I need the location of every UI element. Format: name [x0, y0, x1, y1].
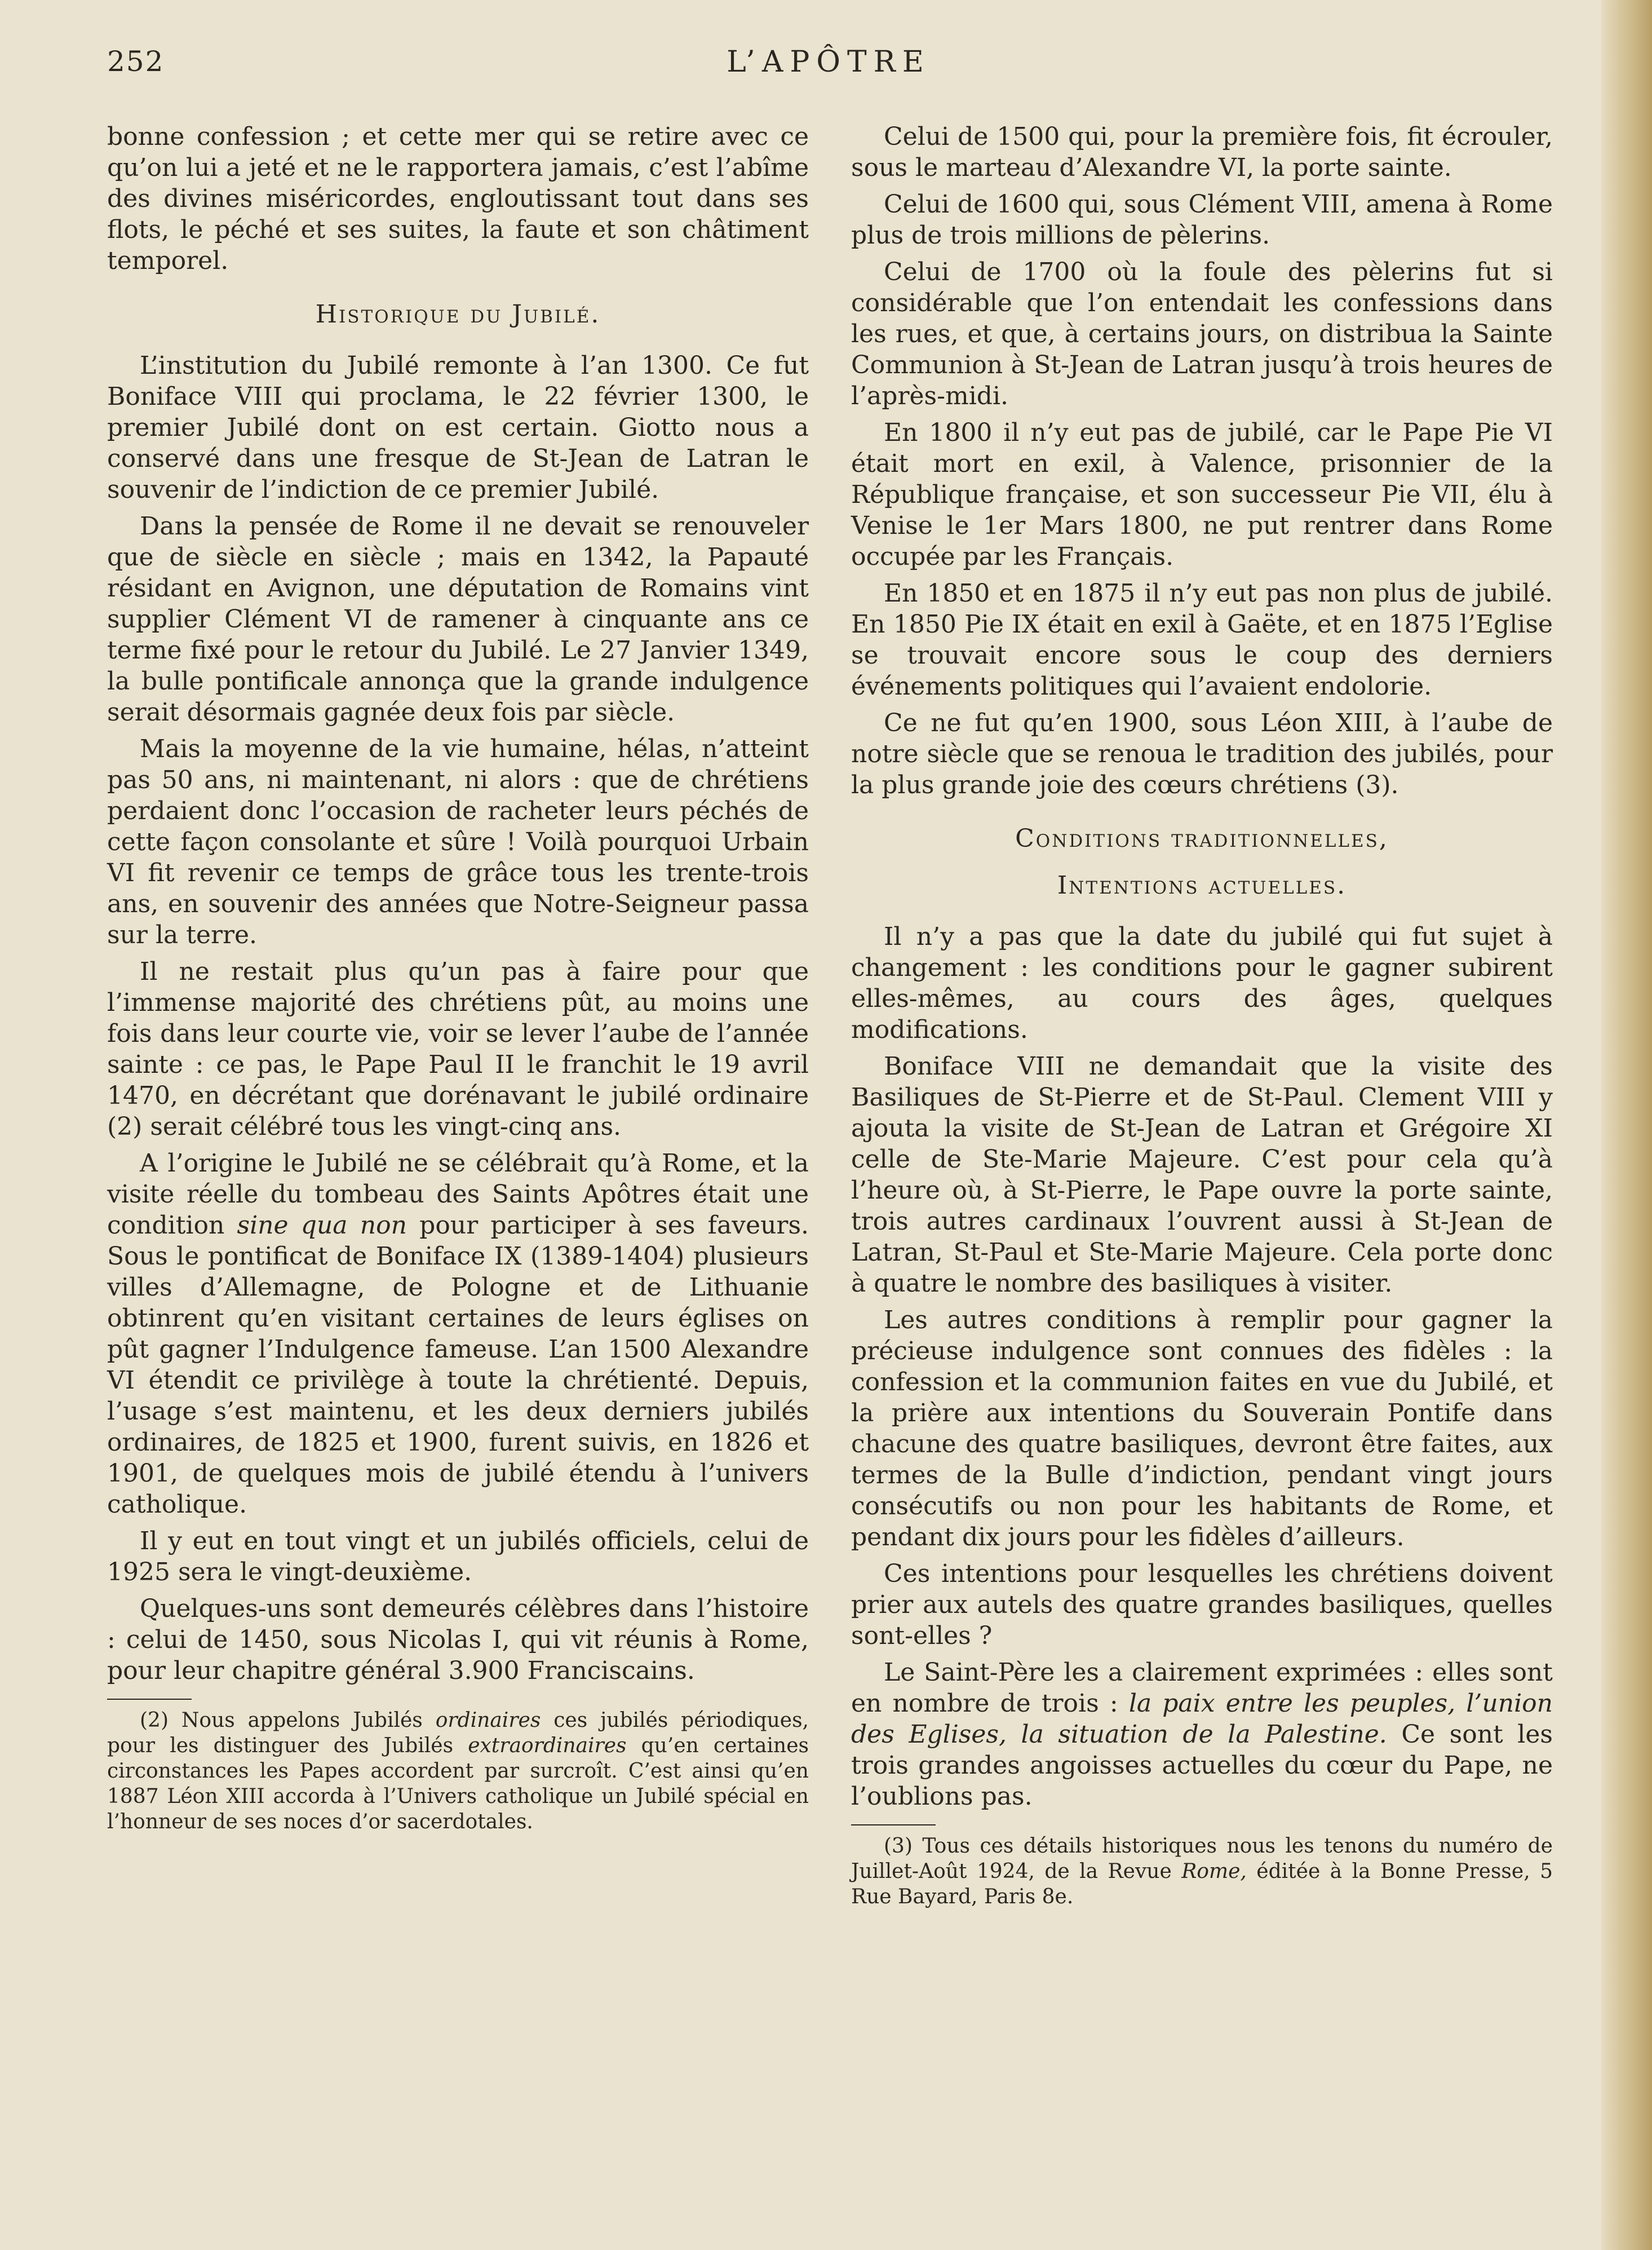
paragraph-text: pour participer à ses faveurs. Sous le pontificat de Boniface IX (1389-1404) plusieurs villes d’Allemagne, de Pologne et de Lithuanie obtinrent qu’en visitant certaines de leurs églises on pût gagner l’Indulgence fameuse. L’an 1500 Alexandre VI étendit ce privilège à toute la chrétienté. Depuis, l’usage s’est maintenu, et les deux derniers jubilés ordinaires, de 1825 et 1900, furent suivis, en 1826 et 1901, de quelques mois de jubilé étendu à l’univers catholique.	[107, 1211, 809, 1519]
section-heading: Historique du Jubilé.	[315, 300, 601, 329]
footnote	[107, 1708, 809, 1835]
paragraph: L’institution du Jubilé remonte à l’an 1300. Ce fut Boniface VIII qui proclama, le 22 février 1300, le premier Jubilé dont on est certain. Giotto nous a conservé dans une fresque de St-Jean de Latran le souvenir de l’indiction de ce premier Jubilé.	[107, 351, 809, 504]
section-heading: Intentions actuelles.	[1057, 871, 1347, 900]
paragraph: bonne confession ; et cette mer qui se retire avec ce qu’on lui a jeté et ne le rapportera jamais, c’est l’abîme des divines miséricordes, engloutissant tout dans ses flots, le péché et ses suites, la faute et son châtiment temporel.	[107, 122, 809, 275]
paragraph: Les autres conditions à remplir pour gagner la précieuse indulgence sont connues des fidèles : la confession et la communion faites en vue du Jubilé, et la prière aux intentions du Souverain Pontife dans chacune des quatre basiliques, devront être faites, aux termes de la Bulle d’indiction, pendant vingt jours consécutifs ou non pour les habitants de Rome, et pendant dix jours pour les fidèles d’ailleurs.	[851, 1306, 1553, 1551]
paragraph-text: Ce sont les trois grandes angoisses actuelles du cœur du Pape, ne l’oublions pas.	[851, 1720, 1553, 1811]
page-edge	[1601, 0, 1652, 2250]
running-title: L’APÔTRE	[727, 45, 931, 79]
paragraph: Celui de 1500 qui, pour la première fois, fit écrouler, sous le marteau d’Alexandre VI, la porte sainte.	[851, 122, 1553, 182]
section-heading: Conditions traditionnelles,	[1015, 824, 1389, 853]
footnote-text: (3) Tous ces détails historiques nous les tenons du numéro de Juillet-Août 1924, de la Revue	[851, 1835, 1553, 1883]
intentions-emphasis: la paix entre les peuples, l’union des Eglises, la situation de la Palestine.	[851, 1689, 1553, 1749]
page-header	[107, 45, 1550, 96]
page-number: 252	[107, 45, 165, 78]
paragraph: En 1800 il n’y eut pas de jubilé, car le Pape Pie VI était mort en exil, à Valence, prisonnier de la République française, et son successeur Pie VII, élu à Venise le 1er Mars 1800, ne put rentrer dans Rome occupée par les Français.	[851, 418, 1553, 571]
latin-phrase: sine qua non	[237, 1211, 407, 1240]
paragraph: Boniface VIII ne demandait que la visite des Basiliques de St-Pierre et de St-Paul. Clement VIII y ajouta la visite de St-Jean de Latran et Grégoire XI celle de Ste-Marie Majeure. C’est pour cela qu’à l’heure où, à St-Pierre, le Pape ouvre la porte sainte, trois autres cardinaux l’ouvrent aussi à St-Jean de Latran, St-Paul et Ste-Marie Majeure. Cela porte donc à quatre le nombre des basiliques à visiter.	[851, 1052, 1553, 1298]
left-column	[107, 121, 809, 1840]
paragraph	[107, 1148, 809, 1520]
footnote	[851, 1833, 1553, 1909]
paragraph: Dans la pensée de Rome il ne devait se renouveler que de siècle en siècle ; mais en 1342, la Papauté résidant en Avignon, une députation de Romains vint supplier Clément VI de ramener à cinquante ans ce terme fixé pour le retour du Jubilé. Le 27 Janvier 1349, la bulle pontificale annonça que la grande indulgence serait désormais gagnée deux fois par siècle.	[107, 512, 809, 727]
paragraph: Ce ne fut qu’en 1900, sous Léon XIII, à l’aube de notre siècle que se renoua le tradition des jubilés, pour la plus grande joie des cœurs chrétiens (3).	[851, 709, 1553, 799]
footnote-text: qu’en certaines circonstances les Papes accordent par surcroît. C’est ainsi qu’en 1887 Léon XIII accorda à l’Univers catholique un Jubilé spécial en l’honneur de ses noces d’or sacerdotales.	[107, 1734, 809, 1833]
paragraph: Mais la moyenne de la vie humaine, hélas, n’atteint pas 50 ans, ni maintenant, ni alors : que de chrétiens perdaient donc l’occasion de racheter leurs péchés de cette façon consolante et sûre ! Voilà pourquoi Urbain VI fit revenir ce temps de grâce tous les trente-trois ans, en souvenir des années que Notre-Seigneur passa sur la terre.	[107, 735, 809, 949]
paragraph: Celui de 1700 où la foule des pèlerins fut si considérable que l’on entendait les confessions dans les rues, et que, à certains jours, on distribua la Sainte Communion à St-Jean de Latran jusqu’à trois heures de l’après-midi.	[851, 258, 1553, 410]
footnote-text: (2) Nous appelons Jubilés	[140, 1709, 436, 1732]
footnote-text: éditée à la Bonne Presse, 5 Rue Bayard, Paris 8e.	[851, 1860, 1553, 1908]
paragraph	[851, 1657, 1553, 1812]
paragraph: Il ne restait plus qu’un pas à faire pour que l’immense majorité des chrétiens pût, au moins une fois dans leur courte vie, voir se lever l’aube de l’année sainte : ce pas, le Pape Paul II le franchit le 19 avril 1470, en décrétant que dorénavant le jubilé ordinaire (2) serait célébré tous les vingt-cinq ans.	[107, 957, 809, 1141]
footnote-rule	[851, 1824, 936, 1825]
paragraph: En 1850 et en 1875 il n’y eut pas non plus de jubilé. En 1850 Pie IX était en exil à Gaëte, et en 1875 l’Eglise se trouvait encore sous le coup des derniers événements politiques qui l’avaient endolorie.	[851, 579, 1553, 701]
footnote-text: ces jubilés périodiques, pour les distinguer des Jubilés	[107, 1709, 809, 1757]
paragraph-text: A l’origine le Jubilé ne se célébrait qu’à Rome, et la visite réelle du tombeau des Saints Apôtres était une condition	[107, 1149, 809, 1240]
paragraph: Celui de 1600 qui, sous Clément VIII, amena à Rome plus de trois millions de pèlerins.	[851, 190, 1553, 250]
footnote-emphasis: ordinaires	[435, 1709, 541, 1732]
paragraph: Il y eut en tout vingt et un jubilés officiels, celui de 1925 sera le vingt-deuxième.	[107, 1527, 809, 1586]
right-column	[851, 121, 1553, 1915]
paragraph-text: Le Saint-Père les a clairement exprimées : elles sont en nombre de trois :	[851, 1658, 1553, 1718]
paragraph: Quelques-uns sont demeurés célèbres dans l’histoire : celui de 1450, sous Nicolas I, qui vit réunis à Rome, pour leur chapitre général 3.900 Franciscains.	[107, 1594, 809, 1685]
footnote-emphasis: extraordinaires	[468, 1734, 627, 1757]
footnote-rule	[107, 1699, 192, 1700]
footnote-emphasis: Rome,	[1181, 1860, 1247, 1883]
paragraph: Ces intentions pour lesquelles les chrétiens doivent prier aux autels des quatre grandes basiliques, quelles sont-elles ?	[851, 1559, 1553, 1650]
paragraph: Il n’y a pas que la date du jubilé qui fut sujet à changement : les conditions pour le gagner subirent elles-mêmes, au cours des âges, quelques modifications.	[851, 922, 1553, 1044]
